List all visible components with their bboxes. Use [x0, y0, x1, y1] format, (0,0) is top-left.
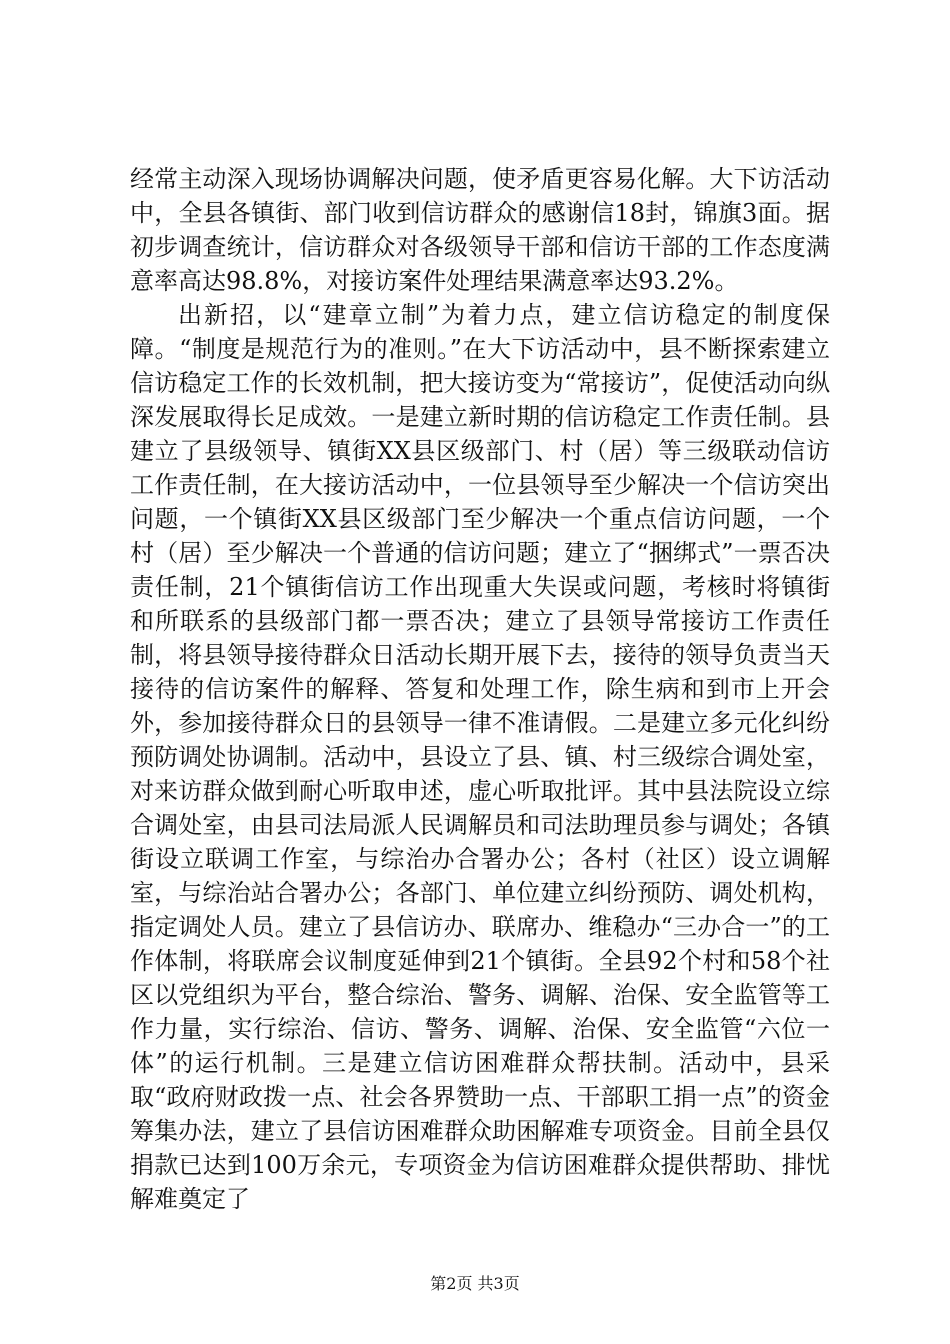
page-number-footer: 第2页 共3页 — [430, 1274, 520, 1293]
paragraph-2: 出新招，以“建章立制”为着力点，建立信访稳定的制度保障。“制度是规范行为的准则。”在大下访活动中，县不断探索建立信访稳定工作的长效机制，把大接访变为“常接访”，促使活动向纵深发展取得长足成效。一是建立新时期的信访稳定工作责任制。县建立了县级领导、镇街XX县区级部门、村（居）等三级联动信访工作责任制，在大接访活动中，一位县领导至少解决一个信访突出问题，一个镇街XX县区级部门至少解决一个重点信访问题，一个村（居）至少解决一个普通的信访问题；建立了“捆绑式”一票否决责任制，21个镇街信访工作出现重大失误或问题，考核时将镇街和所联系的县级部门都一票否决；建立了县领导常接访工作责任制，将县领导接待群众日活动长期开展下去，接待的领导负责当天接待的信访案件的解释、答复和处理工作，除生病和到市上开会外，参加接待群众日的县领导一律不准请假。二是建立多元化纠纷预防调处协调制。活动中，县设立了县、镇、村三级综合调处室，对来访群众做到耐心听取申述，虚心听取批评。其中县法院设立综合调处室，由县司法局派人民调解员和司法助理员参与调处；各镇街设立联调工作室，与综治办合署办公；各村（社区）设立调解室，与综治站合署办公；各部门、单位建立纠纷预防、调处机构，指定调处人员。建立了县信访办、联席办、维稳办“三办合一”的工作体制，将联席会议制度延伸到21个镇街。全县92个村和58个社区以党组织为平台，整合综治、警务、调解、治保、安全监管等工作力量，实行综治、信访、警务、调解、治保、安全监管“六位一体”的运行机制。三是建立信访困难群众帮扶制。活动中，县采取“政府财政拨一点、社会各界赞助一点、干部职工捐一点”的资金筹集办法，建立了县信访困难群众助困解难专项资金。目前全县仅捐款已达到100万余元，专项资金为信访困难群众提供帮助、排忧解难奠定了 — [130, 301, 830, 1213]
paragraph-1: 经常主动深入现场协调解决问题，使矛盾更容易化解。大下访活动中，全县各镇街、部门收到信访群众的感谢信18封，锦旗3面。据初步调查统计，信访群众对各级领导干部和信访干部的工作态度满意率高达98.8%，对接访案件处理结果满意率达93.2%。 — [130, 165, 830, 295]
document-body — [130, 162, 830, 1216]
